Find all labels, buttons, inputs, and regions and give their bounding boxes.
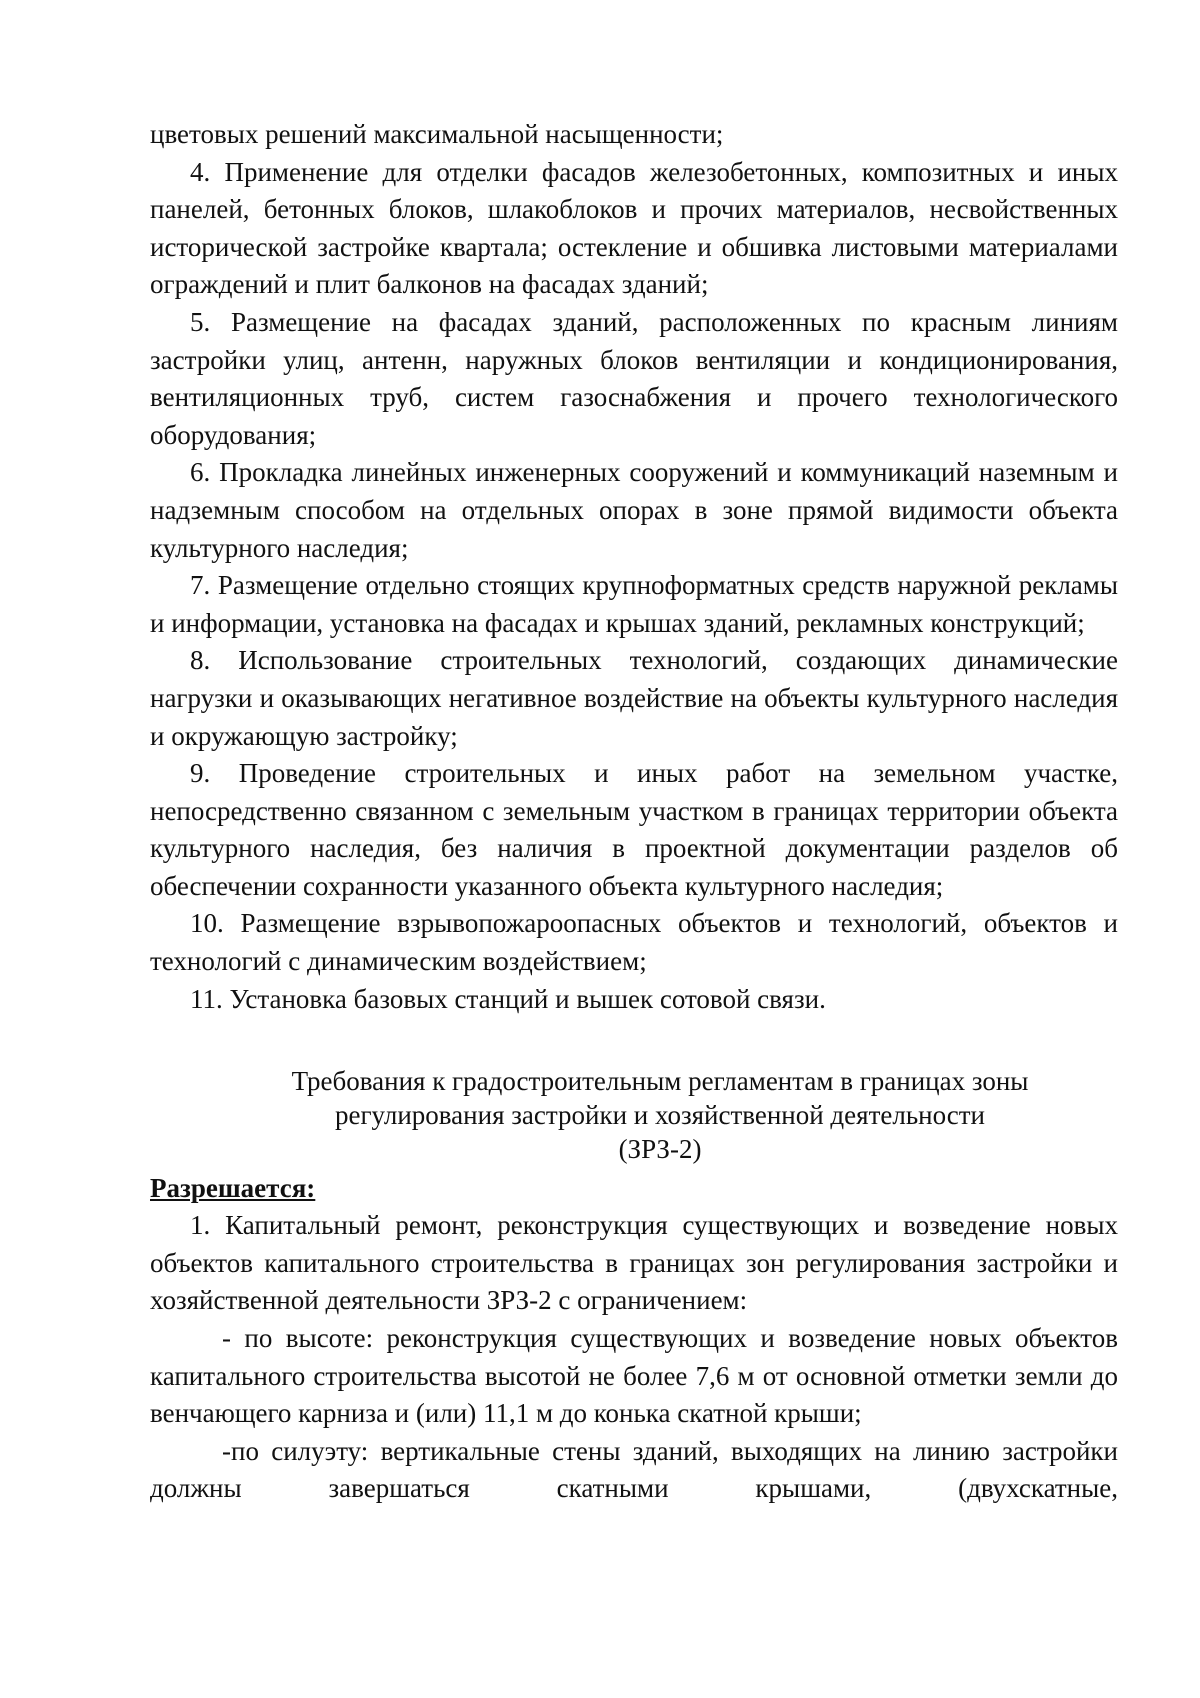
list-item-9: 9. Проведение строительных и иных работ на земельном участке, непосредственно связанном с земельным участком в границах территории объекта культурного наследия, без наличия в проектной документации разделов об обеспечении сохранности указанного объекта культурного наследия; xyxy=(150,758,1118,901)
allowed-subitem-height: - по высоте: реконструкция существующих и возведение новых объектов капитального строительства высотой не более 7,6 м от основной отметки земли до венчающего карниза и (или) 11,1 м до конька скатной крыши; xyxy=(150,1323,1118,1429)
list-item-6: 6. Прокладка линейных инженерных сооружений и коммуникаций наземным и надземным способом на отдельных опорах в зоне прямой видимости объекта культурного наследия; xyxy=(150,457,1118,563)
heading-line-2: регулирования застройки и хозяйственной деятельности xyxy=(335,1100,985,1131)
list-item-4: 4. Применение для отделки фасадов железобетонных, композитных и иных панелей, бетонных блоков, шлакоблоков и прочих материалов, несвойственных исторической застройке квартала; остекление и обшивка листовыми материалами ограждений и плит балконов на фасадах зданий; xyxy=(150,156,1118,300)
list-item-5: 5. Размещение на фасадах зданий, расположенных по красным линиям застройки улиц, антенн, наружных блоков вентиляции и кондиционирования, вентиляционных труб, систем газоснабжения и прочего технологического оборудования; xyxy=(150,306,1118,450)
heading-line-1: Требования к градостроительным регламентам в границах зоны xyxy=(291,1066,1029,1097)
section-heading xyxy=(275,1064,1045,1166)
allowed-subitem-silhouette: -по силуэту: вертикальные стены зданий, выходящих на линию застройки должны завершаться скатными крышами, (двухскатные, xyxy=(150,1435,1118,1504)
list-item-8: 8. Использование строительных технологий, создающих динамические нагрузки и оказывающих негативное воздействие на объекты культурного наследия и окружающую застройку; xyxy=(150,645,1118,751)
list-item-11: 11. Установка базовых станций и вышек сотовой связи. xyxy=(190,983,826,1014)
allowed-item-1: 1. Капитальный ремонт, реконструкция существующих и возведение новых объектов капитального строительства в границах зон регулирования застройки и хозяйственной деятельности ЗРЗ-2 с ограничением: xyxy=(150,1210,1118,1316)
list-item-7: 7. Размещение отдельно стоящих крупноформатных средств наружной рекламы и информации, установка на фасадах и крышах зданий, рекламных конструкций; xyxy=(150,570,1118,638)
paragraph-continuation: цветовых решений максимальной насыщенности; xyxy=(150,119,724,149)
document-page xyxy=(150,116,1118,1508)
allowed-label: Разрешается: xyxy=(150,1173,316,1204)
list-item-10: 10. Размещение взрывопожароопасных объектов и технологий, объектов и технологий с динамическим воздействием; xyxy=(150,908,1118,977)
heading-line-3: (ЗРЗ-2) xyxy=(618,1134,702,1165)
